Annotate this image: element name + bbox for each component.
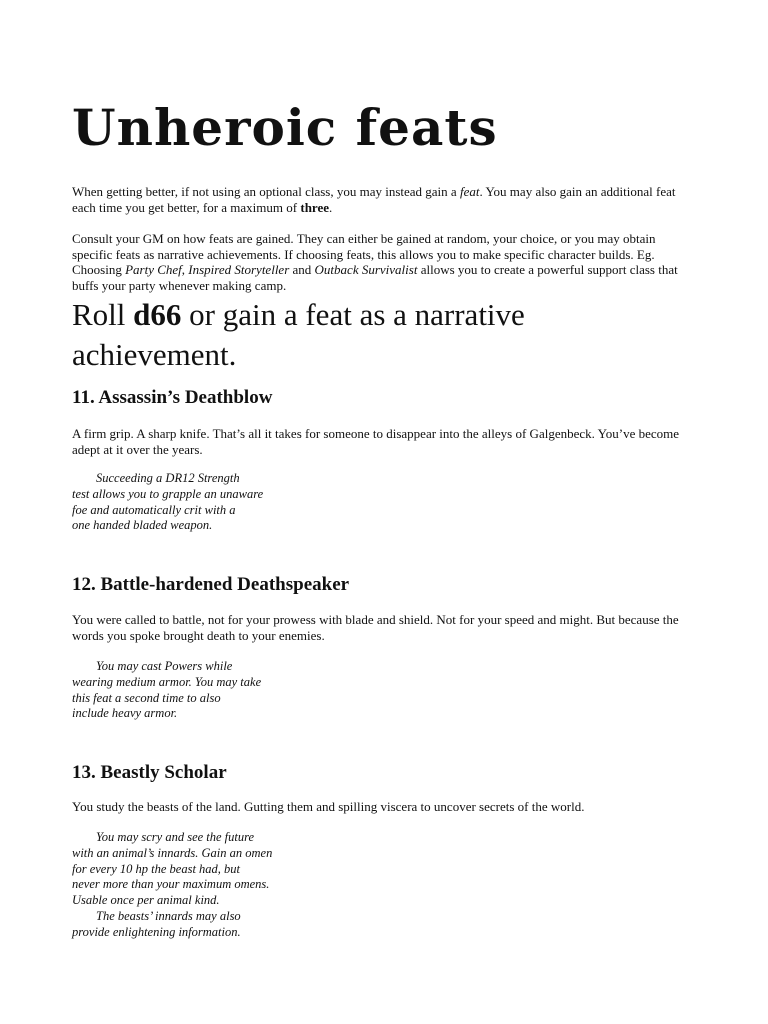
feat-inspired-storyteller: Inspired Storyteller [188, 262, 290, 278]
feat-heading-11: 11. Assassin’s Deathblow [72, 387, 273, 408]
roll-heading: Roll d66 or gain a feat as a narrative achievement. [72, 297, 525, 372]
rule-line: The beasts’ innards may also [96, 908, 241, 923]
feat-outback-survivalist: Outback Survivalist [314, 262, 418, 278]
rule-line: wearing medium armor. You may take [72, 674, 262, 689]
rule-line: Succeeding a DR12 Strength [96, 471, 240, 485]
rule-line: this feat a second time to also [72, 690, 221, 705]
rule-line: never more than your maximum omens. [72, 877, 270, 892]
rule-line: one handed bladed weapon. [72, 518, 213, 533]
rule-line: Usable once per animal kind. [72, 893, 220, 908]
intro-paragraph-2: Consult your GM on how feats are gained. They can either be gained at random, your choice, or you may obtain specific feats as narrative achievements. If choosing feats, this allows you to make specific character builds. Eg. Choosing Party Chef, Inspired Storyteller and Outback Survivalist allows you to create a powerful support class that buffs your party whenever making camp. [72, 231, 678, 293]
feat-description-11: A firm grip. A sharp knife. That’s all it takes for someone to disappear into the alleys of Galgenbeck. You’ve become adept at it over the years. [72, 426, 680, 457]
feat-term: feat [459, 184, 480, 199]
rule-line: for every 10 hp the beast had, but [72, 861, 241, 876]
feat-heading-12: 12. Battle-hardened Deathspeaker [72, 574, 350, 595]
rule-line: include heavy armor. [72, 706, 178, 721]
feat-heading-13: 13. Beastly Scholar [72, 762, 227, 783]
feat-rule-13 [72, 830, 332, 941]
rule-line: provide enlightening information. [72, 924, 241, 939]
intro-paragraph-1: When getting better, if not using an optional class, you may instead gain a feat. You may also gain an additional feat each time you get better, for a maximum of three. [72, 184, 676, 215]
feat-rule-12 [72, 659, 332, 722]
rule-line: test allows you to grapple an unaware [72, 486, 264, 501]
rule-line: foe and automatically crit with a [72, 502, 236, 517]
feat-party-chef: Party Chef [125, 262, 182, 278]
rule-line: You may scry and see the future [96, 830, 255, 844]
page-title: Unheroic feats [72, 98, 498, 157]
rule-line: with an animal’s innards. Gain an omen [72, 845, 273, 860]
roll-die: d66 [133, 297, 182, 332]
max-feats: three [300, 199, 329, 215]
rule-line: You may cast Powers while [96, 659, 233, 673]
feat-description-12: You were called to battle, not for your prowess with blade and shield. Not for your speed and might. But because the words you spoke brought death to your enemies. [72, 612, 679, 643]
feat-rule-11 [72, 471, 332, 534]
feat-description-13: You study the beasts of the land. Gutting them and spilling viscera to uncover secrets of the world. [72, 799, 585, 814]
